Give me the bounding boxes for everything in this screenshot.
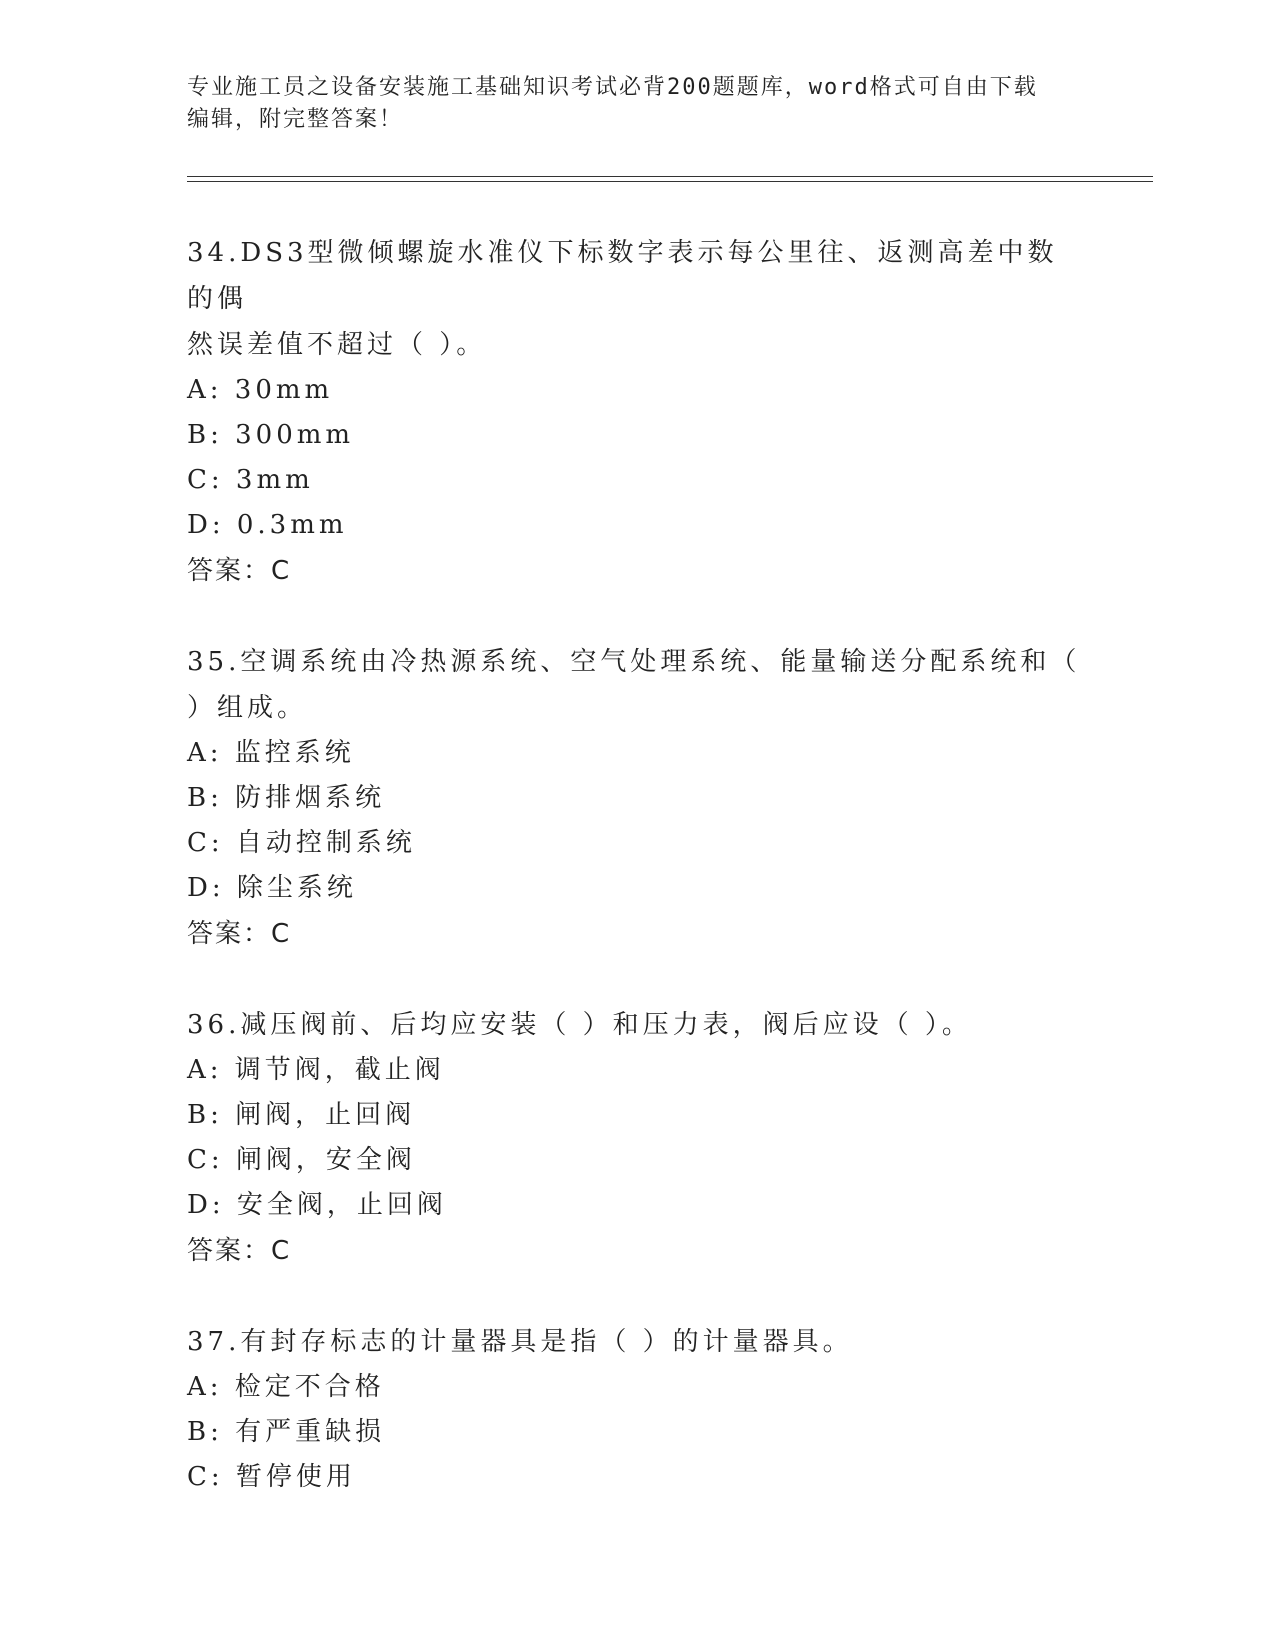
answer: 答案：C xyxy=(187,1236,292,1266)
option-d: D: 安全阀，止回阀 xyxy=(187,1190,447,1220)
question-stem-line: 然误差值不超过（ ）。 xyxy=(187,330,487,360)
option-a: A: 30mm xyxy=(187,375,334,405)
question-stem-line: 37.有封存标志的计量器具是指（ ）的计量器具。 xyxy=(187,1327,853,1357)
option-c: C: 自动控制系统 xyxy=(187,828,416,858)
option-b: B: 防排烟系统 xyxy=(187,783,386,813)
header-divider-bottom xyxy=(187,181,1153,182)
option-b: B: 300mm xyxy=(187,420,355,450)
question-stem-line: ）组成。 xyxy=(187,693,308,723)
question-36 xyxy=(187,1002,1087,1274)
header-line-1: 专业施工员之设备安装施工基础知识考试必背200题题库，word格式可自由下载 xyxy=(187,75,1038,100)
option-b: B: 闸阀，止回阀 xyxy=(187,1100,416,1130)
question-35 xyxy=(187,639,1087,957)
header-divider-top xyxy=(187,176,1153,177)
option-a: A: 调节阀，截止阀 xyxy=(187,1055,445,1085)
question-stem-line: 34.DS3型微倾螺旋水准仪下标数字表示每公里往、返测高差中数的偶 xyxy=(187,238,1058,314)
question-stem-line: 35.空调系统由冷热源系统、空气处理系统、能量输送分配系统和（ xyxy=(187,647,1081,677)
option-a: A: 检定不合格 xyxy=(187,1372,385,1402)
document-header xyxy=(187,72,1087,136)
question-stem-line: 36.减压阀前、后均应安装（ ）和压力表，阀后应设（ ）。 xyxy=(187,1010,972,1040)
option-c: C: 闸阀，安全阀 xyxy=(187,1145,416,1175)
question-list xyxy=(187,230,1087,1545)
option-d: D: 0.3mm xyxy=(187,510,348,540)
option-d: D: 除尘系统 xyxy=(187,873,357,903)
option-b: B: 有严重缺损 xyxy=(187,1417,386,1447)
option-c: C: 3mm xyxy=(187,465,314,495)
answer: 答案：C xyxy=(187,919,292,949)
answer: 答案：C xyxy=(187,556,292,586)
question-37 xyxy=(187,1319,1087,1500)
option-c: C: 暂停使用 xyxy=(187,1462,356,1492)
question-34 xyxy=(187,230,1087,594)
option-a: A: 监控系统 xyxy=(187,738,355,768)
header-line-2: 编辑，附完整答案！ xyxy=(187,107,404,132)
